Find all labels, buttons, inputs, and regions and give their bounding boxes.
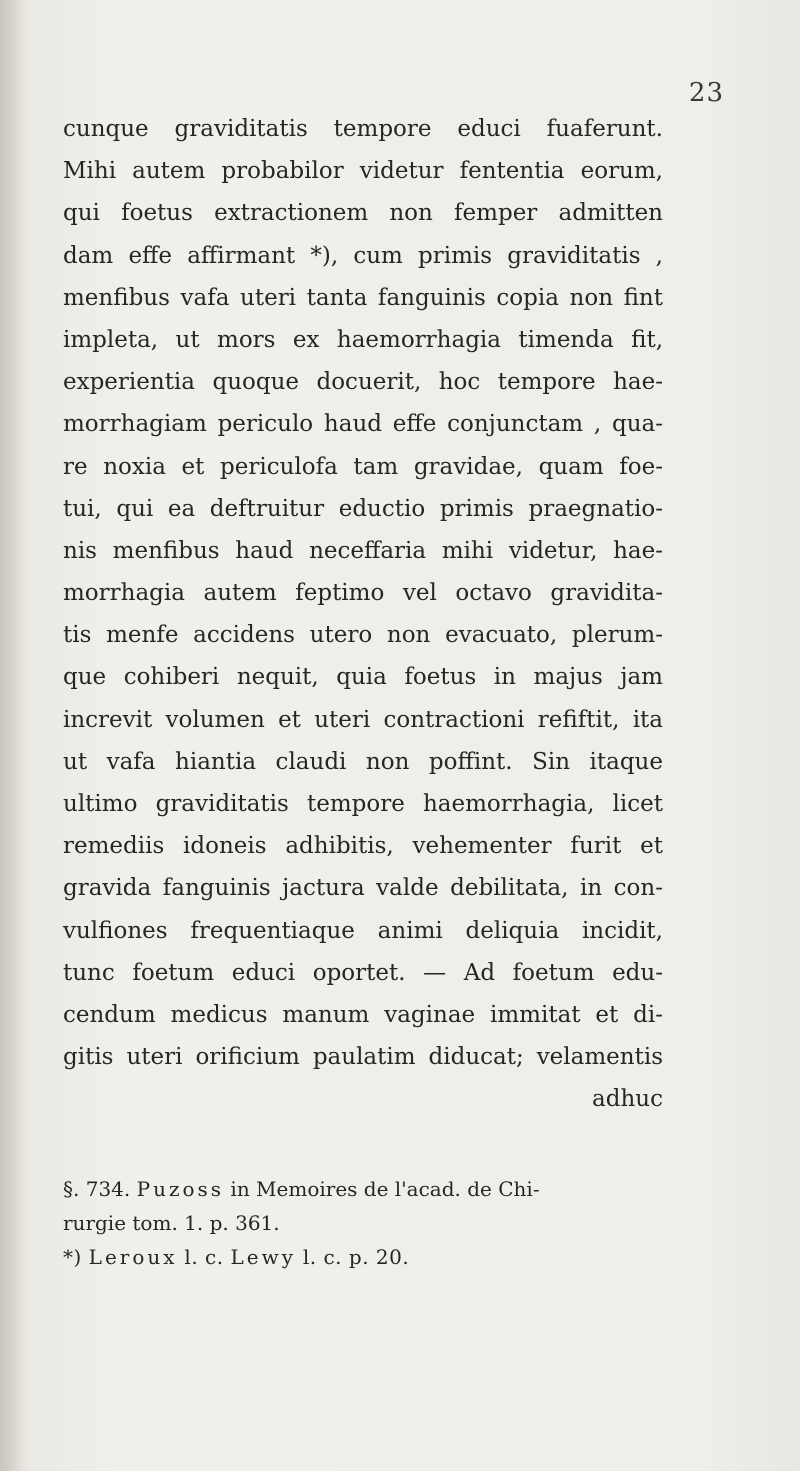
text-line: morrhagia autem feptimo vel octavo gravidita- [63,580,663,607]
footnote-section-mark: §. 734. [63,1177,131,1201]
main-text-block [63,108,663,1121]
text-line: gravida fanguinis jactura valde debilitata, in con- [63,875,663,902]
text-line: tunc foetum educi oportet. — Ad foetum edu- [63,959,663,986]
footnote-citation-continued [63,1211,663,1235]
text-line: tis menfe accidens utero non evacuato, plerum- [63,622,663,649]
text-line: experientia quoque docuerit, hoc tempore hae- [63,369,663,396]
footnote-citation: in Memoires de l'acad. de Chi- [230,1177,540,1201]
text-line: cunque graviditatis tempore educi fuaferunt. [63,116,663,142]
footnote-star-mark: *) [63,1245,82,1269]
text-line: nis menfibus haud neceffaria mihi videtur, hae- [63,537,663,564]
text-line: gitis uteri orificium paulatim diducat; velamentis [63,1044,663,1071]
text-line: tui, qui ea deftruitur eductio primis praegnatio- [63,495,663,522]
text-line: morrhagiam periculo haud effe conjunctam , qua- [63,411,663,438]
footnote-citation-cont: rurgie tom. 1. p. 361. [63,1211,280,1235]
text-line: impleta, ut mors ex haemorrhagia timenda fit, [63,326,663,353]
text-line: ut vafa hiantia claudi non poffint. Sin itaque [63,748,663,775]
footnote-star [63,1245,663,1269]
footnote-ref: l. c. [184,1245,224,1269]
text-line: vulfiones frequentiaque animi deliquia incidit, [63,917,663,944]
text-line: ultimo graviditatis tempore haemorrhagia, licet [63,791,663,817]
text-line: menfibus vafa uteri tanta fanguinis copia non fint [63,284,663,311]
text-line: remediis idoneis adhibitis, vehementer furit et [63,833,663,860]
catchword: adhuc [592,1086,663,1113]
text-line: re noxia et periculofa tam gravidae, quam foe- [63,453,663,480]
text-line: cendum medicus manum vaginae immitat et di- [63,1001,663,1028]
footnote-author: Leroux [88,1245,178,1269]
footnote-author: Lewy [230,1245,296,1269]
footnote-ref: l. c. p. 20. [302,1245,410,1269]
text-line: dam effe affirmant *), cum primis graviditatis , [63,242,663,269]
text-line: increvit volumen et uteri contractioni refiftit, ita [63,706,663,733]
footnote-author: Puzoss [136,1177,225,1201]
text-line: Mihi autem probabilor videtur fententia eorum, [63,158,663,185]
page-binding-edge [0,0,22,1471]
page-number: 23 [688,78,724,108]
text-line: qui foetus extractionem non femper admitten [63,200,663,227]
text-line: que cohiberi nequit, quia foetus in majus jam [63,664,663,691]
footnote-section-734 [63,1177,663,1201]
